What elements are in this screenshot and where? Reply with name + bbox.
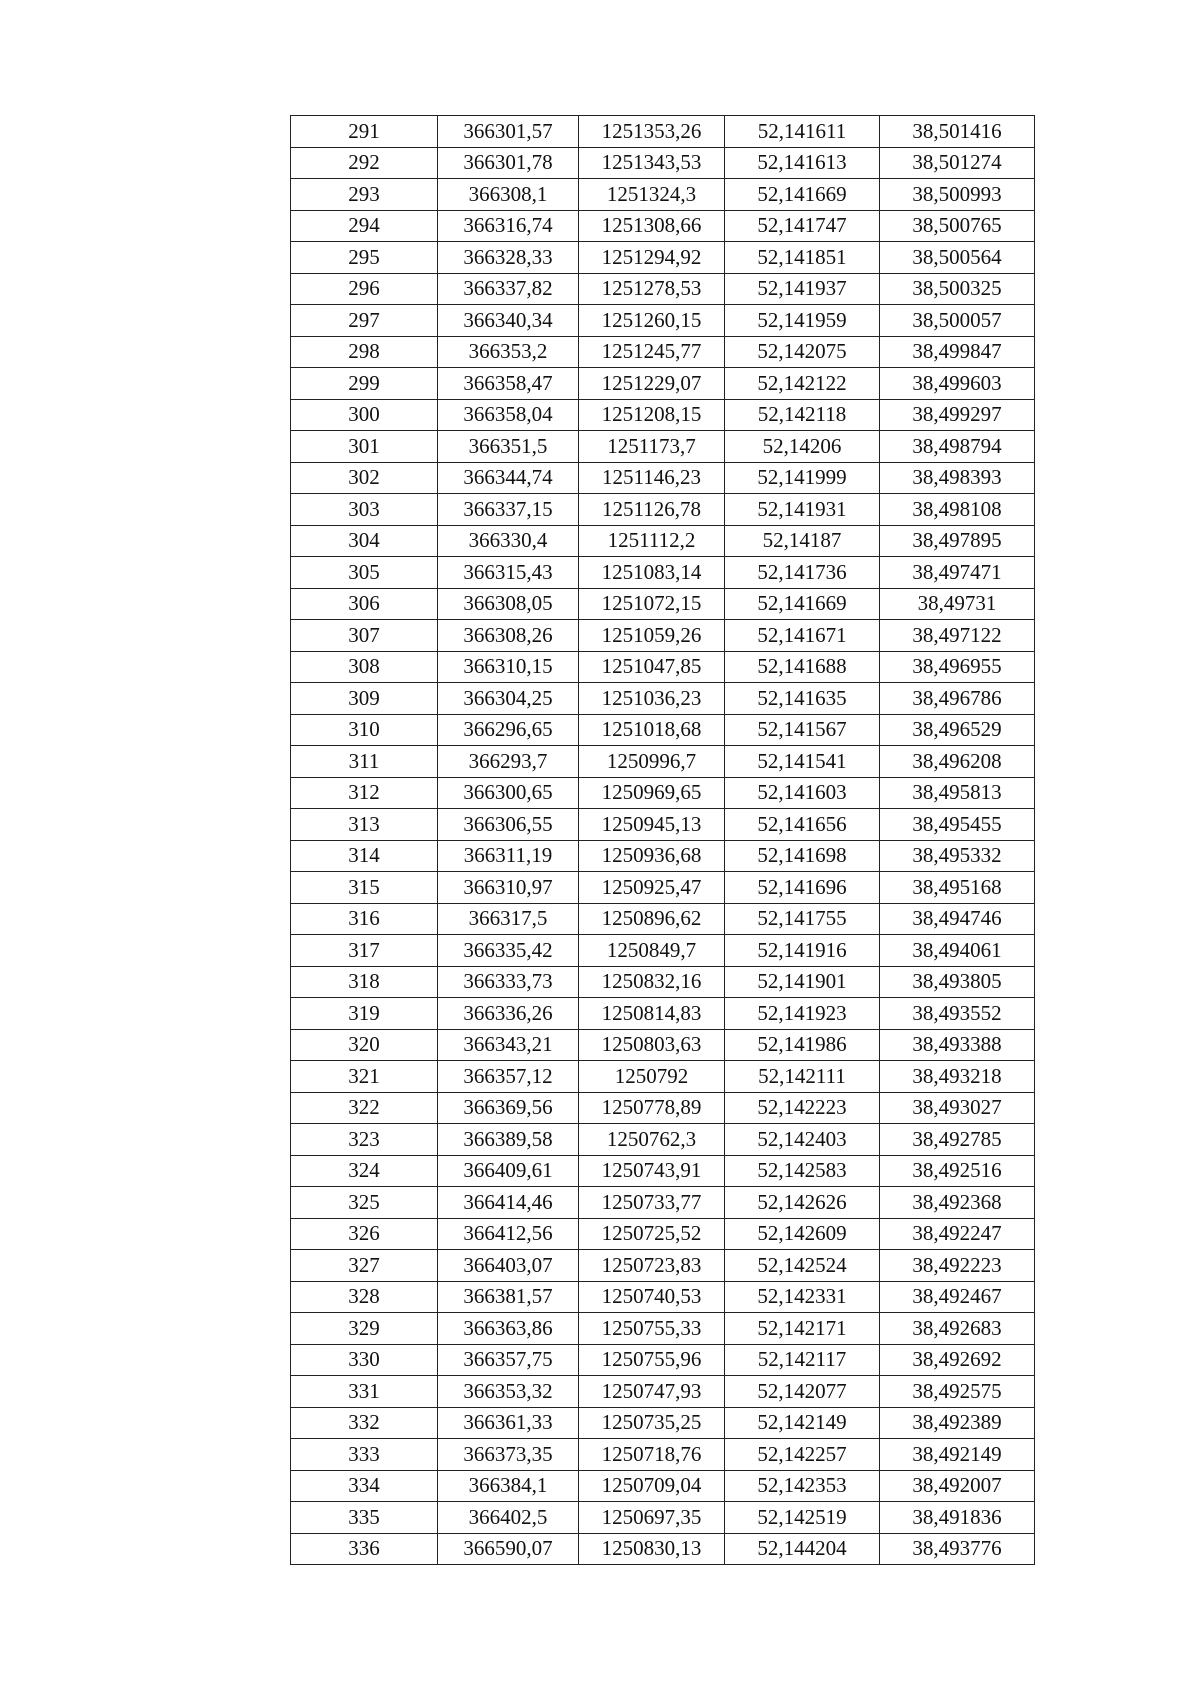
x-coordinate-cell: 366414,46 bbox=[438, 1187, 579, 1219]
point-number-cell: 312 bbox=[291, 777, 438, 809]
table-row bbox=[291, 1061, 1035, 1093]
y-coordinate-cell: 1250996,7 bbox=[579, 746, 725, 778]
table-row bbox=[291, 179, 1035, 211]
point-number-cell: 325 bbox=[291, 1187, 438, 1219]
longitude-cell: 38,493805 bbox=[880, 966, 1035, 998]
point-number-cell: 314 bbox=[291, 840, 438, 872]
longitude-cell: 38,492785 bbox=[880, 1124, 1035, 1156]
x-coordinate-cell: 366316,74 bbox=[438, 210, 579, 242]
table-row bbox=[291, 1407, 1035, 1439]
y-coordinate-cell: 1250814,83 bbox=[579, 998, 725, 1030]
longitude-cell: 38,495813 bbox=[880, 777, 1035, 809]
x-coordinate-cell: 366310,15 bbox=[438, 651, 579, 683]
x-coordinate-cell: 366351,5 bbox=[438, 431, 579, 463]
table-row bbox=[291, 147, 1035, 179]
longitude-cell: 38,500325 bbox=[880, 273, 1035, 305]
point-number-cell: 331 bbox=[291, 1376, 438, 1408]
table-row bbox=[291, 431, 1035, 463]
latitude-cell: 52,142118 bbox=[725, 399, 880, 431]
table-row bbox=[291, 809, 1035, 841]
table-row bbox=[291, 840, 1035, 872]
latitude-cell: 52,142122 bbox=[725, 368, 880, 400]
x-coordinate-cell: 366412,56 bbox=[438, 1218, 579, 1250]
y-coordinate-cell: 1251126,78 bbox=[579, 494, 725, 526]
x-coordinate-cell: 366311,19 bbox=[438, 840, 579, 872]
y-coordinate-cell: 1251018,68 bbox=[579, 714, 725, 746]
table-row bbox=[291, 368, 1035, 400]
table-row bbox=[291, 714, 1035, 746]
latitude-cell: 52,141755 bbox=[725, 903, 880, 935]
y-coordinate-cell: 1251146,23 bbox=[579, 462, 725, 494]
table-row bbox=[291, 1218, 1035, 1250]
table-row bbox=[291, 462, 1035, 494]
longitude-cell: 38,496208 bbox=[880, 746, 1035, 778]
latitude-cell: 52,141635 bbox=[725, 683, 880, 715]
point-number-cell: 293 bbox=[291, 179, 438, 211]
y-coordinate-cell: 1251278,53 bbox=[579, 273, 725, 305]
longitude-cell: 38,500057 bbox=[880, 305, 1035, 337]
y-coordinate-cell: 1250832,16 bbox=[579, 966, 725, 998]
longitude-cell: 38,496955 bbox=[880, 651, 1035, 683]
table-row bbox=[291, 305, 1035, 337]
table-row bbox=[291, 1376, 1035, 1408]
longitude-cell: 38,501416 bbox=[880, 116, 1035, 148]
x-coordinate-cell: 366343,21 bbox=[438, 1029, 579, 1061]
y-coordinate-cell: 1250709,04 bbox=[579, 1470, 725, 1502]
y-coordinate-cell: 1251245,77 bbox=[579, 336, 725, 368]
y-coordinate-cell: 1250747,93 bbox=[579, 1376, 725, 1408]
x-coordinate-cell: 366308,1 bbox=[438, 179, 579, 211]
latitude-cell: 52,142331 bbox=[725, 1281, 880, 1313]
point-number-cell: 294 bbox=[291, 210, 438, 242]
longitude-cell: 38,501274 bbox=[880, 147, 1035, 179]
longitude-cell: 38,495455 bbox=[880, 809, 1035, 841]
x-coordinate-cell: 366403,07 bbox=[438, 1250, 579, 1282]
table-row bbox=[291, 935, 1035, 967]
table-row bbox=[291, 494, 1035, 526]
y-coordinate-cell: 1250925,47 bbox=[579, 872, 725, 904]
y-coordinate-cell: 1250723,83 bbox=[579, 1250, 725, 1282]
latitude-cell: 52,141613 bbox=[725, 147, 880, 179]
y-coordinate-cell: 1251036,23 bbox=[579, 683, 725, 715]
longitude-cell: 38,499603 bbox=[880, 368, 1035, 400]
y-coordinate-cell: 1250969,65 bbox=[579, 777, 725, 809]
x-coordinate-cell: 366337,82 bbox=[438, 273, 579, 305]
latitude-cell: 52,142149 bbox=[725, 1407, 880, 1439]
longitude-cell: 38,498393 bbox=[880, 462, 1035, 494]
latitude-cell: 52,141931 bbox=[725, 494, 880, 526]
latitude-cell: 52,142223 bbox=[725, 1092, 880, 1124]
x-coordinate-cell: 366373,35 bbox=[438, 1439, 579, 1471]
y-coordinate-cell: 1251308,66 bbox=[579, 210, 725, 242]
x-coordinate-cell: 366381,57 bbox=[438, 1281, 579, 1313]
latitude-cell: 52,141747 bbox=[725, 210, 880, 242]
longitude-cell: 38,492575 bbox=[880, 1376, 1035, 1408]
point-number-cell: 336 bbox=[291, 1533, 438, 1565]
x-coordinate-cell: 366357,75 bbox=[438, 1344, 579, 1376]
y-coordinate-cell: 1251229,07 bbox=[579, 368, 725, 400]
longitude-cell: 38,492516 bbox=[880, 1155, 1035, 1187]
y-coordinate-cell: 1250755,96 bbox=[579, 1344, 725, 1376]
y-coordinate-cell: 1251112,2 bbox=[579, 525, 725, 557]
longitude-cell: 38,493218 bbox=[880, 1061, 1035, 1093]
latitude-cell: 52,142609 bbox=[725, 1218, 880, 1250]
point-number-cell: 334 bbox=[291, 1470, 438, 1502]
x-coordinate-cell: 366402,5 bbox=[438, 1502, 579, 1534]
longitude-cell: 38,494061 bbox=[880, 935, 1035, 967]
point-number-cell: 311 bbox=[291, 746, 438, 778]
point-number-cell: 299 bbox=[291, 368, 438, 400]
point-number-cell: 297 bbox=[291, 305, 438, 337]
point-number-cell: 303 bbox=[291, 494, 438, 526]
point-number-cell: 307 bbox=[291, 620, 438, 652]
table-row bbox=[291, 273, 1035, 305]
y-coordinate-cell: 1250849,7 bbox=[579, 935, 725, 967]
latitude-cell: 52,141611 bbox=[725, 116, 880, 148]
latitude-cell: 52,14187 bbox=[725, 525, 880, 557]
x-coordinate-cell: 366358,47 bbox=[438, 368, 579, 400]
longitude-cell: 38,492223 bbox=[880, 1250, 1035, 1282]
latitude-cell: 52,141959 bbox=[725, 305, 880, 337]
x-coordinate-cell: 366301,57 bbox=[438, 116, 579, 148]
latitude-cell: 52,141901 bbox=[725, 966, 880, 998]
longitude-cell: 38,497895 bbox=[880, 525, 1035, 557]
x-coordinate-cell: 366333,73 bbox=[438, 966, 579, 998]
x-coordinate-cell: 366340,34 bbox=[438, 305, 579, 337]
latitude-cell: 52,141671 bbox=[725, 620, 880, 652]
latitude-cell: 52,141986 bbox=[725, 1029, 880, 1061]
longitude-cell: 38,493027 bbox=[880, 1092, 1035, 1124]
longitude-cell: 38,495332 bbox=[880, 840, 1035, 872]
longitude-cell: 38,500993 bbox=[880, 179, 1035, 211]
y-coordinate-cell: 1251324,3 bbox=[579, 179, 725, 211]
table-row bbox=[291, 588, 1035, 620]
table-row bbox=[291, 1155, 1035, 1187]
x-coordinate-cell: 366363,86 bbox=[438, 1313, 579, 1345]
point-number-cell: 313 bbox=[291, 809, 438, 841]
latitude-cell: 52,141669 bbox=[725, 179, 880, 211]
longitude-cell: 38,499297 bbox=[880, 399, 1035, 431]
table-row bbox=[291, 1502, 1035, 1534]
y-coordinate-cell: 1251353,26 bbox=[579, 116, 725, 148]
y-coordinate-cell: 1250743,91 bbox=[579, 1155, 725, 1187]
latitude-cell: 52,141696 bbox=[725, 872, 880, 904]
point-number-cell: 320 bbox=[291, 1029, 438, 1061]
table-row bbox=[291, 620, 1035, 652]
y-coordinate-cell: 1251072,15 bbox=[579, 588, 725, 620]
point-number-cell: 327 bbox=[291, 1250, 438, 1282]
table-row bbox=[291, 1124, 1035, 1156]
longitude-cell: 38,492683 bbox=[880, 1313, 1035, 1345]
latitude-cell: 52,142111 bbox=[725, 1061, 880, 1093]
y-coordinate-cell: 1250896,62 bbox=[579, 903, 725, 935]
latitude-cell: 52,14206 bbox=[725, 431, 880, 463]
x-coordinate-cell: 366344,74 bbox=[438, 462, 579, 494]
y-coordinate-cell: 1251294,92 bbox=[579, 242, 725, 274]
longitude-cell: 38,496529 bbox=[880, 714, 1035, 746]
y-coordinate-cell: 1250735,25 bbox=[579, 1407, 725, 1439]
latitude-cell: 52,142171 bbox=[725, 1313, 880, 1345]
point-number-cell: 305 bbox=[291, 557, 438, 589]
point-number-cell: 300 bbox=[291, 399, 438, 431]
table-row bbox=[291, 1187, 1035, 1219]
latitude-cell: 52,142353 bbox=[725, 1470, 880, 1502]
y-coordinate-cell: 1250725,52 bbox=[579, 1218, 725, 1250]
latitude-cell: 52,141603 bbox=[725, 777, 880, 809]
point-number-cell: 333 bbox=[291, 1439, 438, 1471]
latitude-cell: 52,142257 bbox=[725, 1439, 880, 1471]
y-coordinate-cell: 1251260,15 bbox=[579, 305, 725, 337]
x-coordinate-cell: 366335,42 bbox=[438, 935, 579, 967]
latitude-cell: 52,141851 bbox=[725, 242, 880, 274]
y-coordinate-cell: 1250740,53 bbox=[579, 1281, 725, 1313]
point-number-cell: 295 bbox=[291, 242, 438, 274]
latitude-cell: 52,141698 bbox=[725, 840, 880, 872]
latitude-cell: 52,142077 bbox=[725, 1376, 880, 1408]
y-coordinate-cell: 1251047,85 bbox=[579, 651, 725, 683]
point-number-cell: 332 bbox=[291, 1407, 438, 1439]
point-number-cell: 330 bbox=[291, 1344, 438, 1376]
table-row bbox=[291, 1029, 1035, 1061]
longitude-cell: 38,492149 bbox=[880, 1439, 1035, 1471]
coordinates-table bbox=[290, 115, 1035, 1565]
latitude-cell: 52,141937 bbox=[725, 273, 880, 305]
table-row bbox=[291, 998, 1035, 1030]
y-coordinate-cell: 1250733,77 bbox=[579, 1187, 725, 1219]
x-coordinate-cell: 366590,07 bbox=[438, 1533, 579, 1565]
y-coordinate-cell: 1250830,13 bbox=[579, 1533, 725, 1565]
table-row bbox=[291, 1344, 1035, 1376]
table-body bbox=[291, 116, 1035, 1565]
longitude-cell: 38,500564 bbox=[880, 242, 1035, 274]
latitude-cell: 52,142519 bbox=[725, 1502, 880, 1534]
table-row bbox=[291, 683, 1035, 715]
point-number-cell: 335 bbox=[291, 1502, 438, 1534]
y-coordinate-cell: 1250803,63 bbox=[579, 1029, 725, 1061]
table-row bbox=[291, 1092, 1035, 1124]
point-number-cell: 310 bbox=[291, 714, 438, 746]
x-coordinate-cell: 366353,2 bbox=[438, 336, 579, 368]
table-row bbox=[291, 210, 1035, 242]
x-coordinate-cell: 366308,26 bbox=[438, 620, 579, 652]
y-coordinate-cell: 1250697,35 bbox=[579, 1502, 725, 1534]
table-row bbox=[291, 242, 1035, 274]
longitude-cell: 38,492007 bbox=[880, 1470, 1035, 1502]
point-number-cell: 322 bbox=[291, 1092, 438, 1124]
x-coordinate-cell: 366361,33 bbox=[438, 1407, 579, 1439]
latitude-cell: 52,142117 bbox=[725, 1344, 880, 1376]
point-number-cell: 318 bbox=[291, 966, 438, 998]
point-number-cell: 319 bbox=[291, 998, 438, 1030]
point-number-cell: 298 bbox=[291, 336, 438, 368]
x-coordinate-cell: 366310,97 bbox=[438, 872, 579, 904]
latitude-cell: 52,142626 bbox=[725, 1187, 880, 1219]
longitude-cell: 38,493388 bbox=[880, 1029, 1035, 1061]
table-row bbox=[291, 557, 1035, 589]
x-coordinate-cell: 366357,12 bbox=[438, 1061, 579, 1093]
latitude-cell: 52,141656 bbox=[725, 809, 880, 841]
x-coordinate-cell: 366337,15 bbox=[438, 494, 579, 526]
latitude-cell: 52,142524 bbox=[725, 1250, 880, 1282]
longitude-cell: 38,49731 bbox=[880, 588, 1035, 620]
y-coordinate-cell: 1250755,33 bbox=[579, 1313, 725, 1345]
table-row bbox=[291, 872, 1035, 904]
latitude-cell: 52,141923 bbox=[725, 998, 880, 1030]
latitude-cell: 52,142075 bbox=[725, 336, 880, 368]
longitude-cell: 38,495168 bbox=[880, 872, 1035, 904]
x-coordinate-cell: 366300,65 bbox=[438, 777, 579, 809]
x-coordinate-cell: 366330,4 bbox=[438, 525, 579, 557]
longitude-cell: 38,492467 bbox=[880, 1281, 1035, 1313]
longitude-cell: 38,492692 bbox=[880, 1344, 1035, 1376]
x-coordinate-cell: 366384,1 bbox=[438, 1470, 579, 1502]
point-number-cell: 326 bbox=[291, 1218, 438, 1250]
point-number-cell: 309 bbox=[291, 683, 438, 715]
x-coordinate-cell: 366409,61 bbox=[438, 1155, 579, 1187]
table-row bbox=[291, 777, 1035, 809]
longitude-cell: 38,499847 bbox=[880, 336, 1035, 368]
point-number-cell: 291 bbox=[291, 116, 438, 148]
x-coordinate-cell: 366315,43 bbox=[438, 557, 579, 589]
table-row bbox=[291, 966, 1035, 998]
table-row bbox=[291, 525, 1035, 557]
table-row bbox=[291, 336, 1035, 368]
table-row bbox=[291, 1439, 1035, 1471]
y-coordinate-cell: 1251343,53 bbox=[579, 147, 725, 179]
point-number-cell: 301 bbox=[291, 431, 438, 463]
longitude-cell: 38,497471 bbox=[880, 557, 1035, 589]
latitude-cell: 52,144204 bbox=[725, 1533, 880, 1565]
longitude-cell: 38,491836 bbox=[880, 1502, 1035, 1534]
x-coordinate-cell: 366296,65 bbox=[438, 714, 579, 746]
point-number-cell: 292 bbox=[291, 147, 438, 179]
point-number-cell: 306 bbox=[291, 588, 438, 620]
latitude-cell: 52,141567 bbox=[725, 714, 880, 746]
x-coordinate-cell: 366353,32 bbox=[438, 1376, 579, 1408]
x-coordinate-cell: 366301,78 bbox=[438, 147, 579, 179]
latitude-cell: 52,141688 bbox=[725, 651, 880, 683]
y-coordinate-cell: 1251059,26 bbox=[579, 620, 725, 652]
y-coordinate-cell: 1251208,15 bbox=[579, 399, 725, 431]
table-row bbox=[291, 1313, 1035, 1345]
y-coordinate-cell: 1251173,7 bbox=[579, 431, 725, 463]
latitude-cell: 52,141916 bbox=[725, 935, 880, 967]
longitude-cell: 38,492368 bbox=[880, 1187, 1035, 1219]
point-number-cell: 317 bbox=[291, 935, 438, 967]
longitude-cell: 38,500765 bbox=[880, 210, 1035, 242]
x-coordinate-cell: 366306,55 bbox=[438, 809, 579, 841]
table-row bbox=[291, 1470, 1035, 1502]
table-row bbox=[291, 1533, 1035, 1565]
latitude-cell: 52,141669 bbox=[725, 588, 880, 620]
y-coordinate-cell: 1250778,89 bbox=[579, 1092, 725, 1124]
latitude-cell: 52,141541 bbox=[725, 746, 880, 778]
longitude-cell: 38,496786 bbox=[880, 683, 1035, 715]
longitude-cell: 38,493552 bbox=[880, 998, 1035, 1030]
longitude-cell: 38,492247 bbox=[880, 1218, 1035, 1250]
point-number-cell: 329 bbox=[291, 1313, 438, 1345]
x-coordinate-cell: 366317,5 bbox=[438, 903, 579, 935]
latitude-cell: 52,142403 bbox=[725, 1124, 880, 1156]
latitude-cell: 52,141736 bbox=[725, 557, 880, 589]
point-number-cell: 296 bbox=[291, 273, 438, 305]
table-row bbox=[291, 1281, 1035, 1313]
point-number-cell: 302 bbox=[291, 462, 438, 494]
point-number-cell: 324 bbox=[291, 1155, 438, 1187]
y-coordinate-cell: 1250792 bbox=[579, 1061, 725, 1093]
x-coordinate-cell: 366336,26 bbox=[438, 998, 579, 1030]
longitude-cell: 38,492389 bbox=[880, 1407, 1035, 1439]
x-coordinate-cell: 366369,56 bbox=[438, 1092, 579, 1124]
y-coordinate-cell: 1250762,3 bbox=[579, 1124, 725, 1156]
x-coordinate-cell: 366328,33 bbox=[438, 242, 579, 274]
point-number-cell: 316 bbox=[291, 903, 438, 935]
latitude-cell: 52,141999 bbox=[725, 462, 880, 494]
point-number-cell: 328 bbox=[291, 1281, 438, 1313]
x-coordinate-cell: 366389,58 bbox=[438, 1124, 579, 1156]
longitude-cell: 38,494746 bbox=[880, 903, 1035, 935]
latitude-cell: 52,142583 bbox=[725, 1155, 880, 1187]
table-row bbox=[291, 1250, 1035, 1282]
point-number-cell: 308 bbox=[291, 651, 438, 683]
longitude-cell: 38,493776 bbox=[880, 1533, 1035, 1565]
x-coordinate-cell: 366308,05 bbox=[438, 588, 579, 620]
y-coordinate-cell: 1250718,76 bbox=[579, 1439, 725, 1471]
longitude-cell: 38,498108 bbox=[880, 494, 1035, 526]
x-coordinate-cell: 366304,25 bbox=[438, 683, 579, 715]
longitude-cell: 38,498794 bbox=[880, 431, 1035, 463]
table-row bbox=[291, 116, 1035, 148]
longitude-cell: 38,497122 bbox=[880, 620, 1035, 652]
table-row bbox=[291, 399, 1035, 431]
point-number-cell: 304 bbox=[291, 525, 438, 557]
point-number-cell: 321 bbox=[291, 1061, 438, 1093]
table-row bbox=[291, 651, 1035, 683]
point-number-cell: 323 bbox=[291, 1124, 438, 1156]
x-coordinate-cell: 366293,7 bbox=[438, 746, 579, 778]
x-coordinate-cell: 366358,04 bbox=[438, 399, 579, 431]
table-row bbox=[291, 746, 1035, 778]
y-coordinate-cell: 1251083,14 bbox=[579, 557, 725, 589]
y-coordinate-cell: 1250936,68 bbox=[579, 840, 725, 872]
table-row bbox=[291, 903, 1035, 935]
y-coordinate-cell: 1250945,13 bbox=[579, 809, 725, 841]
point-number-cell: 315 bbox=[291, 872, 438, 904]
